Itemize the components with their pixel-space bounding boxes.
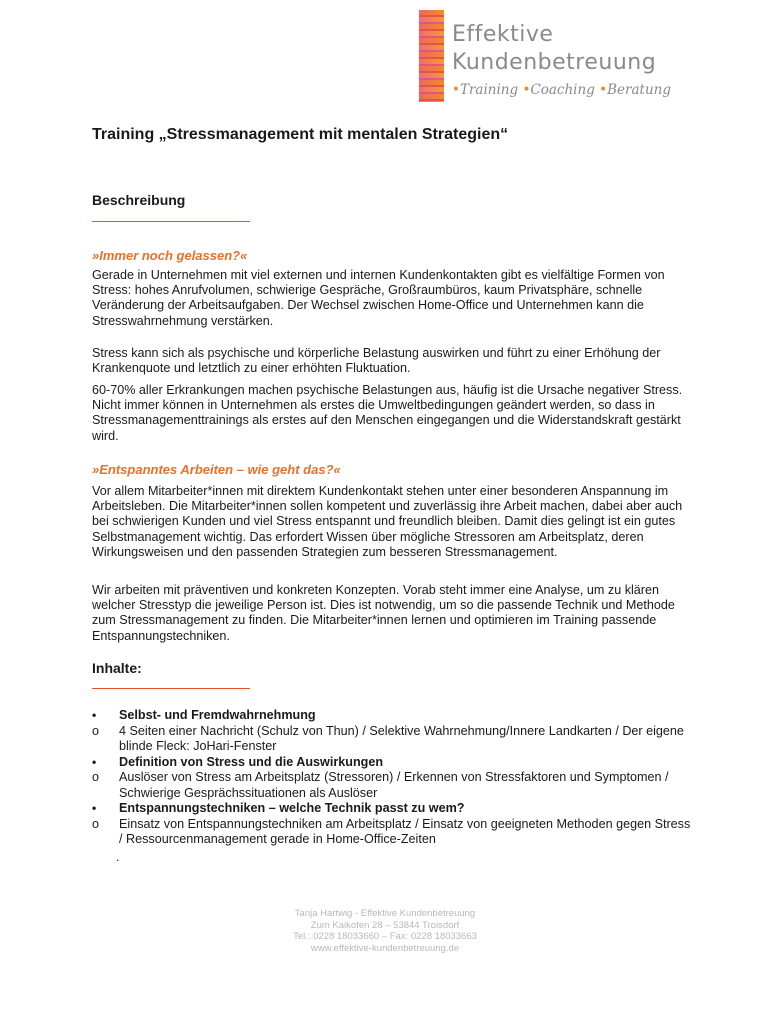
logo-tag-coaching: Coaching bbox=[530, 82, 595, 98]
logo-tagline: •Training •Coaching •Beratung bbox=[452, 82, 671, 98]
paragraph-5: Wir arbeiten mit präventiven und konkreten Konzepten. Vorab steht immer eine Analyse, um zu klären welcher Stresstyp die jeweilige Person ist. Dies ist notwendig, um so die passende Technik und Methode zum Stressmanagement zu finden. Die Mitarbeiter*innen lernen und optimieren im Training passende Entspannungstechniken. bbox=[92, 583, 675, 643]
logo-line2: Kundenbetreuung bbox=[452, 50, 657, 75]
list-item: • Entspannungstechniken – welche Technik passt zu wem? bbox=[92, 801, 465, 815]
paragraph-3: 60-70% aller Erkrankungen machen psychische Belastungen aus, häufig ist die Ursache negativer Stress. Nicht immer können in Unternehmen als erstes die Umweltbedingungen geändert werden, so dass in Stressmanagementtrainings als erstes auf den Menschen eingegangen und die Widerstandskraft gestärkt wird. bbox=[92, 383, 683, 443]
footer bbox=[0, 908, 770, 954]
beschreibung-heading: Beschreibung bbox=[92, 192, 186, 208]
company-logo bbox=[419, 10, 719, 105]
paragraph-2: Stress kann sich als psychische und körperliche Belastung auswirken und führt zu einer Erhöhung der Krankenquote und letztlich zu einer erhöhten Fluktuation. bbox=[92, 346, 661, 376]
paragraph-4: Vor allem Mitarbeiter*innen mit direktem Kundenkontakt stehen unter einer besonderen Anspannung im Arbeitsleben. Die Mitarbeiter*innen sollen kompetent und zuverlässig ihre Arbeit machen, dabei aber auch bei schwierigen Kunden und viel Stress entspannt und freundlich bleiben. Damit dies gelingt ist ein gutes Selbstmanagement wichtig. Das erfordert Wissen über mögliche Stressoren am Arbeitsplatz, deren Wirkungsweisen und den passenden Strategien zum besseren Stressmanagement. bbox=[92, 484, 683, 559]
list-item: • Definition von Stress und die Auswirkungen bbox=[92, 754, 384, 769]
inhalte-list bbox=[92, 708, 692, 848]
trailing-dot: . bbox=[116, 850, 120, 864]
list-item: • Selbst- und Fremdwahrnehmung bbox=[92, 708, 316, 722]
footer-line-3: Tel.: 0228 18033660 – Fax: 0228 18033663 bbox=[293, 931, 477, 943]
logo-line1: Effektive bbox=[452, 22, 554, 47]
list-item: o Einsatz von Entspannungstechniken am Arbeitsplatz / Einsatz von geeigneten Methoden gegen Stress / Ressourcenmanagement gerade in Home-Office-Zeiten bbox=[92, 816, 691, 846]
inhalte-heading: Inhalte: bbox=[92, 660, 142, 676]
beschreibung-underline bbox=[92, 221, 250, 222]
list-item: o 4 Seiten einer Nachricht (Schulz von Thun) / Selektive Wahrnehmung/Innere Landkarten / Der eigene blinde Fleck: JoHari-Fenster bbox=[92, 723, 684, 753]
footer-line-1: Tanja Hartwig - Effektive Kundenbetreuung bbox=[294, 908, 476, 919]
inhalte-underline bbox=[92, 688, 250, 689]
subheading-gelassen: »Immer noch gelassen?« bbox=[92, 248, 248, 263]
logo-tag-training: Training bbox=[459, 82, 519, 98]
subheading-entspannt: »Entspanntes Arbeiten – wie geht das?« bbox=[92, 462, 341, 477]
logo-tag-beratung: Beratung bbox=[607, 82, 671, 98]
paragraph-1: Gerade in Unternehmen mit viel externen und internen Kundenkontakten gibt es vielfältige Formen von Stress: hohes Anrufvolumen, schwierige Gespräche, Großraumbüros, kaum Privatsphäre, schnelle Veränderung der Arbeitsaufgaben. Der Wechsel zwischen Home-Office und Unternehmen kann die Stresswahrnehmung verstärken. bbox=[92, 268, 665, 328]
footer-website: www.effektive-kundenbetreuung.de bbox=[310, 942, 460, 954]
logo-stripes bbox=[419, 10, 444, 102]
list-item: o Auslöser von Stress am Arbeitsplatz (Stressoren) / Erkennen von Stressfaktoren und Symptomen / Schwierige Gesprächssituationen als Auslöser bbox=[92, 770, 669, 800]
footer-line-2: Zum Kaikofen 28 – 53844 Troisdorf bbox=[310, 919, 460, 931]
page-title: Training „Stressmanagement mit mentalen Strategien“ bbox=[92, 126, 509, 143]
